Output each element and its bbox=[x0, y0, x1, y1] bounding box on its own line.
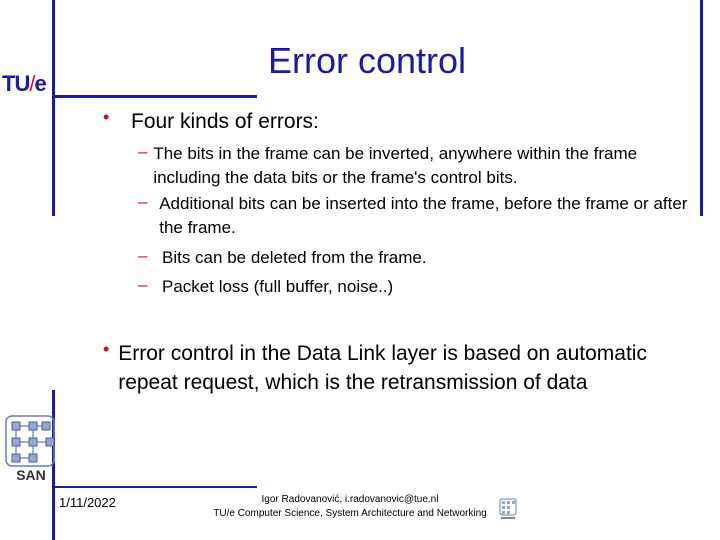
bullet-text: Error control in the Data Link layer is based on automatic repeat request, which is the retransmission of data bbox=[118, 342, 647, 394]
san-small-logo bbox=[498, 497, 518, 521]
tue-logo bbox=[2, 71, 46, 97]
san-logo bbox=[0, 412, 62, 484]
tue-logo-text: TU bbox=[2, 71, 30, 96]
bullet-item-1 bbox=[103, 107, 703, 136]
sub-bullet-3 bbox=[138, 246, 698, 270]
left-frame-line bbox=[52, 0, 55, 216]
footer-author bbox=[200, 493, 500, 521]
footer-author-line1: Igor Radovanović, i.radovanovic@tue.nl bbox=[261, 494, 439, 505]
dash-marker: – bbox=[138, 192, 148, 211]
dash-marker: – bbox=[138, 275, 148, 294]
tue-logo-slash: / bbox=[29, 71, 35, 96]
sub-bullet-2 bbox=[138, 192, 698, 240]
sub-bullet-1 bbox=[138, 142, 698, 190]
dash-marker: – bbox=[138, 246, 148, 265]
sub-bullet-4 bbox=[138, 275, 698, 299]
sub-bullet-text: The bits in the frame can be inverted, anywhere within the frame including the data bits or the frame's control bits. bbox=[153, 144, 638, 187]
tue-logo-e: e bbox=[34, 71, 46, 96]
footer-date: 1/11/2022 bbox=[59, 495, 116, 510]
san-logo-text: SAN bbox=[16, 467, 46, 483]
title-underline bbox=[52, 95, 257, 98]
sub-bullet-text: Packet loss (full buffer, noise..) bbox=[162, 277, 394, 296]
bullet-text: Four kinds of errors: bbox=[131, 110, 319, 133]
dash-marker: – bbox=[138, 142, 148, 161]
bullet-marker: • bbox=[103, 339, 110, 359]
san-network-icon bbox=[0, 412, 62, 484]
sub-bullet-text: Bits can be deleted from the frame. bbox=[162, 248, 427, 267]
footer-line bbox=[52, 486, 257, 488]
san-small-icon bbox=[498, 497, 518, 521]
bullet-marker: • bbox=[103, 107, 110, 127]
bullet-item-2 bbox=[103, 339, 663, 397]
sub-bullet-text: Additional bits can be inserted into the frame, before the frame or after the frame. bbox=[159, 194, 688, 237]
footer-author-line2: TU/e Computer Science, System Architecture and Networking bbox=[213, 508, 487, 519]
page-title: Error control bbox=[268, 40, 467, 81]
